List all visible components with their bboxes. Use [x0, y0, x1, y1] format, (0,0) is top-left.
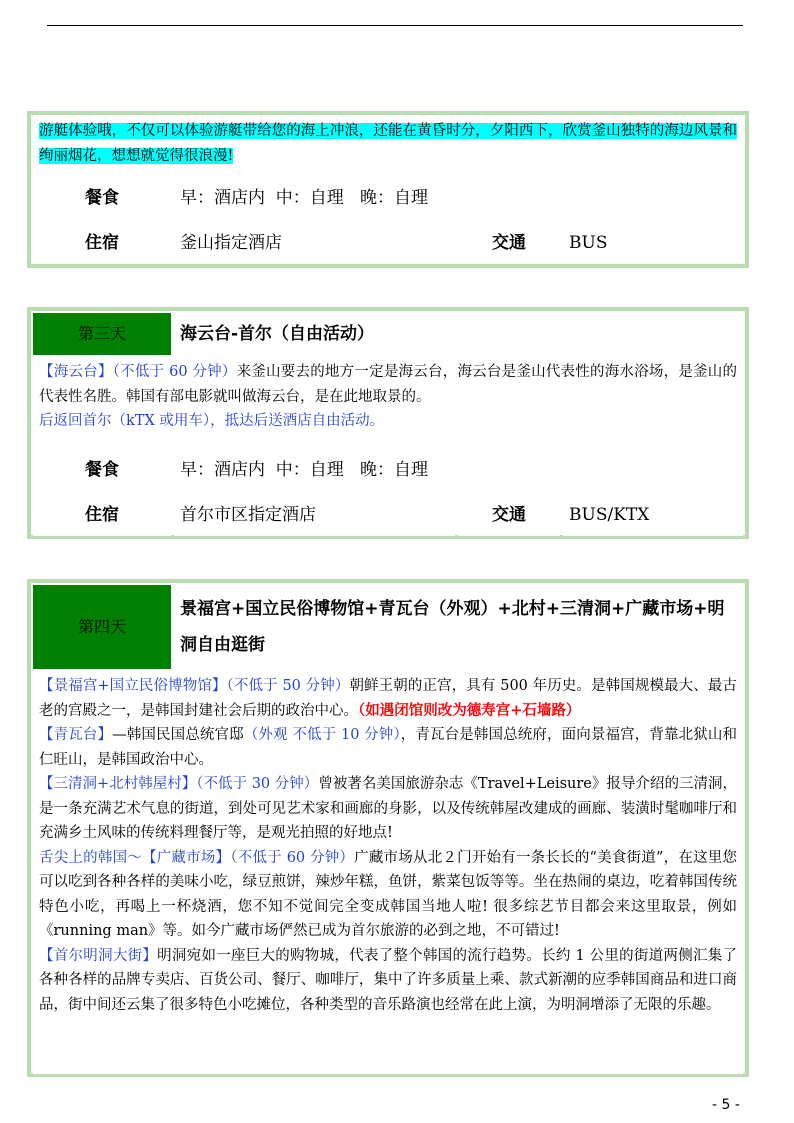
return-seoul-text: 后返回首尔（kTX 或用车），抵达后送酒店自由活动。	[39, 413, 385, 429]
day4-label: 第四天	[33, 585, 171, 669]
haeundae-time: （不低于 60 分钟）	[112, 364, 237, 380]
yacht-text: 游艇体验哦，不仅可以体验游艇带给您的海上冲浪，还能在黄昏时分，夕阳西下，欣赏釜山独特的海边风景和绚丽烟花，想想就觉得很浪漫!	[39, 123, 737, 164]
bluehouse-tag: 【青瓦台】	[39, 727, 113, 743]
day4-description	[33, 672, 743, 1074]
bluehouse-time: （外观 不低于 10 分钟）	[243, 727, 401, 743]
gyeongbokgung-note: （如遇闭馆则改为德寿宫+石墙路）	[358, 701, 581, 719]
gyeongbokgung-text: 朝鲜王朝的正宫，具有 500 年历史。是韩国规模最大、最古老的宫殿之一，是韩国封建社会后期的政治中心。	[39, 678, 737, 719]
haeundae-text: 来釜山要去的地方一定是海云台，海云台是釜山代表性的海水浴场，是釜山的代表性名胜。韩国有部电影就叫做海云台，是在此地取景的。	[39, 364, 738, 405]
day3-description	[33, 358, 743, 446]
gyeongbokgung-time: （不低于 50 分钟）	[226, 678, 350, 694]
page-number: - 5 -	[712, 1097, 740, 1113]
transport-value: BUS	[563, 222, 743, 264]
day3-title: 海云台-首尔（自由活动）	[174, 313, 743, 355]
gwangjang-time: （不低于 60 分钟）	[230, 849, 355, 866]
header-rule	[47, 25, 743, 26]
gwangjang-text: 广藏市场从北２门开始有一条长长的“美食街道”，在这里您可以吃到各种各样的美味小吃，绿豆煎饼，辣炒年糕，鱼饼，紫菜包饭等等。坐在热闹的桌边，吃着韩国传统特色小吃，再喝上一杯烧酒，您不知不觉间完全变成韩国当地人啦! 很多综艺节目都会来这里取景，例如《running man》等。如今广藏市场俨然已成为首尔旅游的必到之地，不可错过!	[39, 849, 738, 939]
myeongdong-text: 明洞宛如一座巨大的购物城，代表了整个韩国的流行趋势。长约 1 公里的街道两侧汇集了各种各样的品牌专卖店、百货公司、餐厅、咖啡厅，集中了许多质量上乘、款式新潮的应季韩国商品和进口商品，街中间还云集了很多特色小吃摊位，各种类型的音乐路演也经常在此上演，为明洞增添了无限的乐趣。	[39, 947, 737, 1013]
day3-transport-label: 交通	[458, 494, 560, 536]
day3-hotel-value: 首尔市区指定酒店	[174, 494, 455, 536]
day3-hotel-label: 住宿	[33, 494, 171, 536]
haeundae-tag: 【海云台】	[39, 364, 113, 380]
samcheongdong-time: （不低于 30 分钟）	[196, 776, 319, 792]
itinerary-table-day3	[27, 307, 749, 539]
day3-meals-value: 早：酒店内 中：自理 晚：自理	[174, 449, 743, 491]
transport-label: 交通	[458, 222, 560, 264]
meals-value: 早：酒店内 中：自理 晚：自理	[174, 177, 743, 219]
myeongdong-tag: 【首尔明洞大街】	[39, 947, 158, 964]
samcheongdong-text: 曾被著名美国旅游杂志《Travel+Leisure》报导介绍的三清洞，是一条充满艺术气息的街道，到处可见艺术家和画廊的身影，以及传统韩屋改建成的画廊、装潢时髦咖啡厅和充满乡土风味的传统料理餐厅等，是观光拍照的好地点!	[39, 776, 737, 841]
day3-label: 第三天	[33, 313, 171, 355]
samcheongdong-tag: 【三清洞+北村韩屋村】	[39, 776, 197, 792]
bluehouse-mid: —韩国民国总统官邸	[112, 727, 244, 743]
hotel-value: 釜山指定酒店	[174, 222, 455, 264]
itinerary-table-day4	[27, 579, 749, 1077]
day3-meals-label: 餐食	[33, 449, 171, 491]
day3-transport-value: BUS/KTX	[563, 494, 743, 536]
meals-label: 餐食	[33, 177, 171, 219]
day4-title: 景福宫+国立民俗博物馆+青瓦台（外观）+北村+三清洞+广藏市场+明洞自由逛街	[174, 585, 743, 669]
gwangjang-tag: 舌尖上的韩国～【广藏市场】	[39, 849, 231, 866]
itinerary-table-1	[27, 111, 749, 268]
yacht-paragraph	[33, 117, 743, 174]
hotel-label: 住宿	[33, 222, 171, 264]
bluehouse-text: ，青瓦台是韩国总统府，面向景福宫，背靠北狱山和仁旺山，是韩国政治中心。	[39, 727, 738, 768]
gyeongbokgung-tag: 【景福宫+国立民俗博物馆】	[39, 678, 227, 694]
